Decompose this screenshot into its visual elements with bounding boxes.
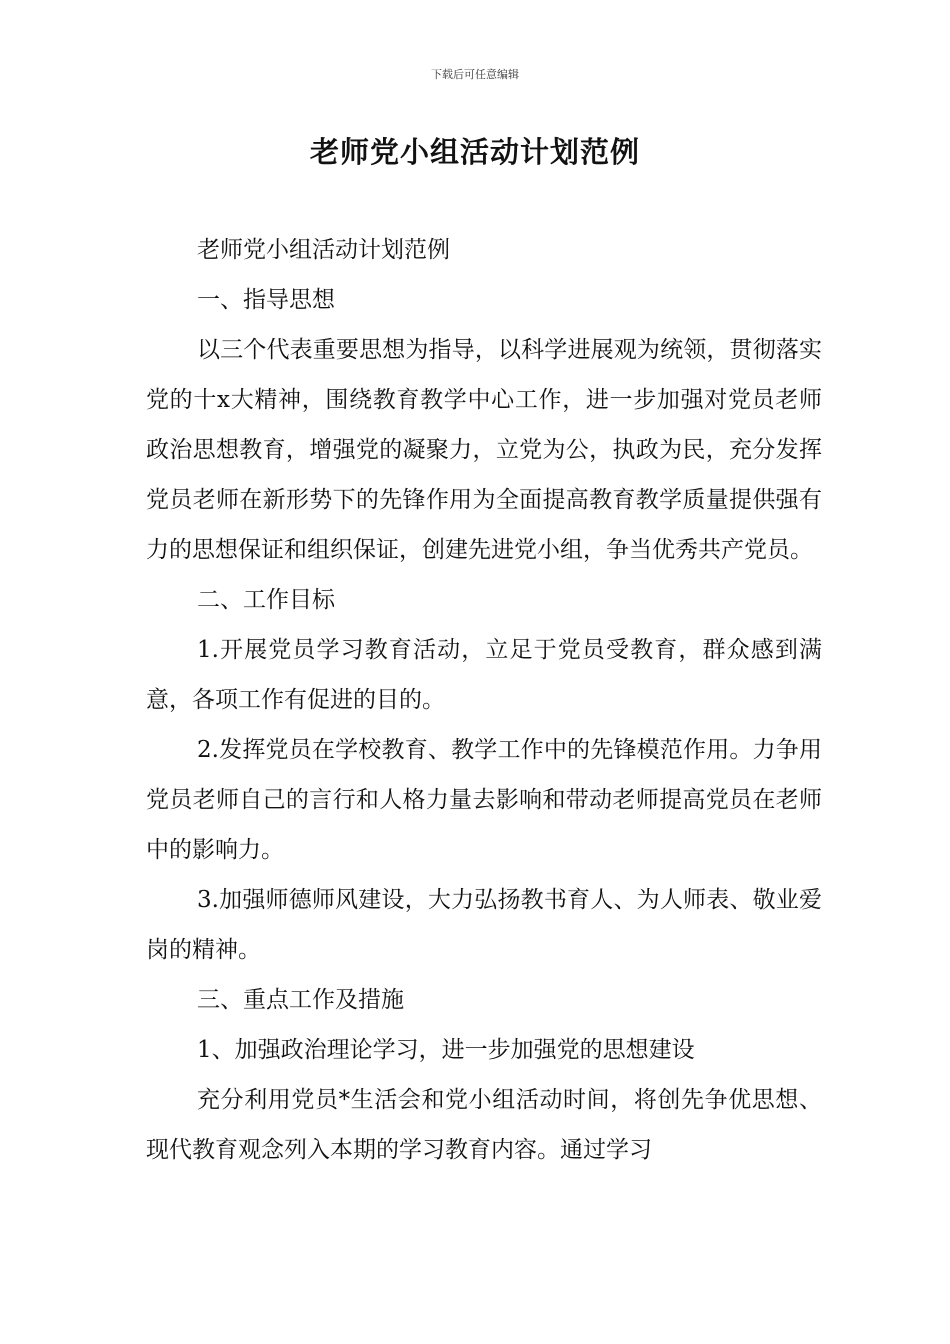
header-note: 下载后可任意编辑	[431, 68, 519, 81]
document-body	[146, 225, 822, 1175]
paragraph-goal-2: 2.发挥党员在学校教育、教学工作中的先锋模范作用。力争用党员老师自己的言行和人格力量去影响和带动老师提高党员在老师中的影响力。	[146, 737, 822, 863]
paragraph-subtitle: 老师党小组活动计划范例	[197, 237, 450, 263]
document-title: 老师党小组活动计划范例	[309, 135, 640, 169]
paragraph-goal-3: 3.加强师德师风建设，大力弘扬教书育人、为人师表、敬业爱岗的精神。	[146, 887, 822, 963]
paragraph-guiding-ideology: 以三个代表重要思想为指导，以科学进展观为统领，贯彻落实党的十x大精神，围绕教育教学中心工作，进一步加强对党员老师政治思想教育，增强党的凝聚力，立党为公，执政为民，充分发挥党员老师在新形势下的先锋作用为全面提高教育教学质量提供强有力的思想保证和组织保证，创建先进党小组，争当优秀共产党员。	[146, 337, 822, 563]
subheading-political-study: 1、加强政治理论学习，进一步加强党的思想建设	[197, 1037, 695, 1063]
section-heading-work-goals: 二、工作目标	[197, 587, 335, 613]
section-heading-guiding-ideology: 一、指导思想	[197, 287, 335, 313]
paragraph-political-study: 充分利用党员*生活会和党小组活动时间，将创先争优思想、现代教育观念列入本期的学习教育内容。通过学习	[146, 1087, 822, 1163]
paragraph-goal-1: 1.开展党员学习教育活动，立足于党员受教育，群众感到满意，各项工作有促进的目的。	[146, 637, 822, 713]
section-heading-key-work: 三、重点工作及措施	[197, 987, 404, 1013]
